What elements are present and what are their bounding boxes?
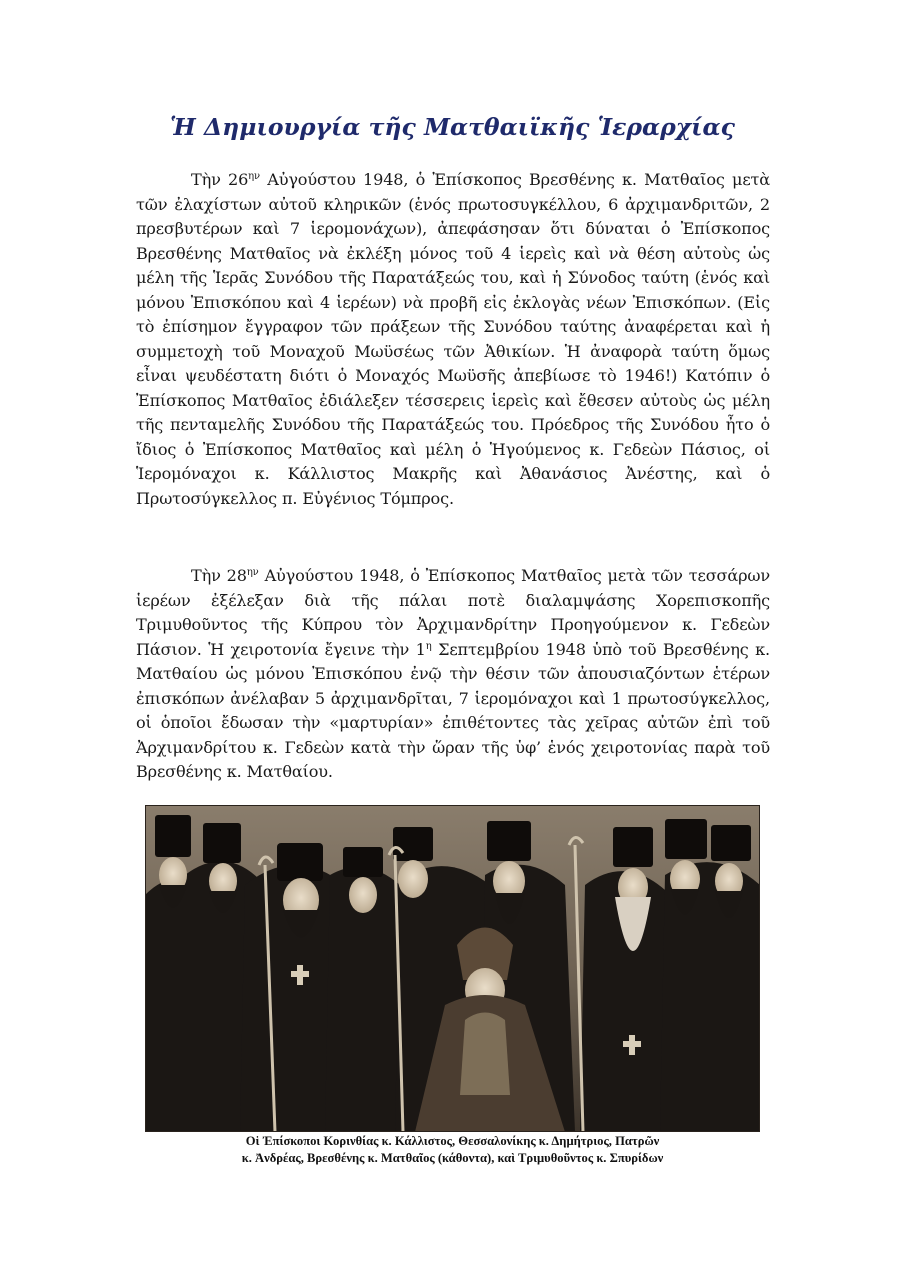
- caption-line-1: Οἱ Ἐπίσκοποι Κορινθίας κ. Κάλλιστος, Θεσσαλονίκης κ. Δημήτριος, Πατρῶν: [245, 1134, 660, 1148]
- page-title: Ἡ Δημιουργία τῆς Ματθαιϊκῆς Ἱεραρχίας: [170, 113, 735, 141]
- group-photograph-icon: [145, 805, 760, 1132]
- paragraph-1-start: Τὴν 26: [191, 170, 249, 189]
- paragraph-2-body: Σεπτεμβρίου 1948 ὑπὸ τοῦ Βρεσθένης κ. Ματθαίου ὡς μόνου Ἐπισκόπου ἐνῷ τὴν θέσιν τῶν ἀπουσιαζόντων ἑτέρων ἐπισκόπων ἀνέλαβαν 5 ἀρχιμανδρῖται, 7 ἱερομόναχοι καὶ 1 πρωτοσύγκελλος, οἱ ὁποῖοι ἔδωσαν τὴν «μαρτυρίαν» ἐπιθέτοντες τὰς χεῖρας αὐτῶν ἐπὶ τοῦ Ἀρχιμανδρίτου κ. Γεδεὼν κατὰ τὴν ὥραν τῆς ὑφ’ ἑνός χειροτονίας παρὰ τοῦ Βρεσθένης κ. Ματθαίου.: [136, 639, 770, 781]
- paragraph-2-ordinal-suffix-2: η: [425, 640, 432, 652]
- paragraph-2: [136, 564, 770, 785]
- paragraph-1-ordinal-suffix: ην: [248, 171, 260, 182]
- paragraph-1-body: Αὐγούστου 1948, ὁ Ἐπίσκοπος Βρεσθένης κ. Ματθαῖος μετὰ τῶν ἐλαχίστων αὐτοῦ κληρικῶν (ἑνός πρωτοσυγκέλλου, 6 ἀρχιμανδριτῶν, 2 πρεσβυτέρων καὶ 7 ἱερομονάχων), ἀπεφάσησαν ὅτι δύναται ὁ Ἐπίσκοπος Βρεσθένης Ματθαῖος νὰ ἐκλέξη μόνος τοῦ 4 ἱερεὶς καὶ νὰ θέση αὐτοὺς ὡς μέλη τῆς Ἱερᾶς Συνόδου τῆς Παρατάξεώς του, καὶ ἡ Σύνοδος ταύτη (ἑνός καὶ μόνου Ἐπισκόπου καὶ 4 ἱερέων) νὰ προβῆ εἰς ἐκλογὰς νέων Ἐπισκόπων. (Εἰς τὸ ἐπίσημον ἔγγραφον τῶν πράξεων τῆς Συνόδου ταύτης ἀναφέρεται καὶ ἡ συμμετοχὴ τοῦ Μοναχοῦ Μωϋσέως τῶν Ἀθικίων. Ἡ ἀναφορὰ ταύτη ὅμως εἶναι ψευδέστατη διότι ὁ Μοναχός Μωϋσῆς ἀπεβίωσε τὸ 1946!) Κατόπιν ὁ Ἐπίσκοπος Ματθαῖος ἐδιάλεξεν τέσσερεις ἱερεὶς καὶ ἔθεσεν αὐτοὺς ὡς μέλη τῆς πενταμελῆς Συνόδου τῆς Παρατάξεώς του. Πρόεδρος τῆς Συνόδου ἦτο ὁ ἴδιος ὁ Ἐπίσκοπος Ματθαῖος καὶ μέλη ὁ Ἡγούμενος κ. Γεδεὼν Πάσιος, οἱ Ἱερομόναχοι κ. Κάλλιστος Μακρῆς καὶ Ἀθανάσιος Ἀνέστης, καὶ ὁ Πρωτοσύγκελλος π. Εὐγένιος Τόμπρος.: [136, 170, 770, 508]
- paragraph-1: [136, 168, 770, 511]
- caption-line-2: κ. Ἀνδρέας, Βρεσθένης κ. Ματθαῖος (κάθοντα), καὶ Τριμυθοῦντος κ. Σπυρίδων: [241, 1151, 664, 1165]
- paragraph-2-start: Τὴν 28: [191, 566, 247, 585]
- paragraph-2-middle: Αὐγούστου 1948, ὁ Ἐπίσκοπος Ματθαῖος μετὰ τῶν τεσσάρων ἱερέων ἐξέλεξαν διὰ τῆς πάλαι ποτὲ διαλαμψάσης Χορεπισκοπῆς Τριμυθοῦντος τῆς Κύπρου τὸν Ἀρχιμανδρίτην Προηγούμενον κ. Γεδεὼν Πάσιον. Ἡ χειροτονία ἔγεινε τὴν 1: [136, 566, 771, 659]
- photo-caption: [120, 1133, 785, 1167]
- group-photo: [145, 805, 760, 1132]
- paragraph-2-ordinal-suffix: ην: [246, 567, 259, 578]
